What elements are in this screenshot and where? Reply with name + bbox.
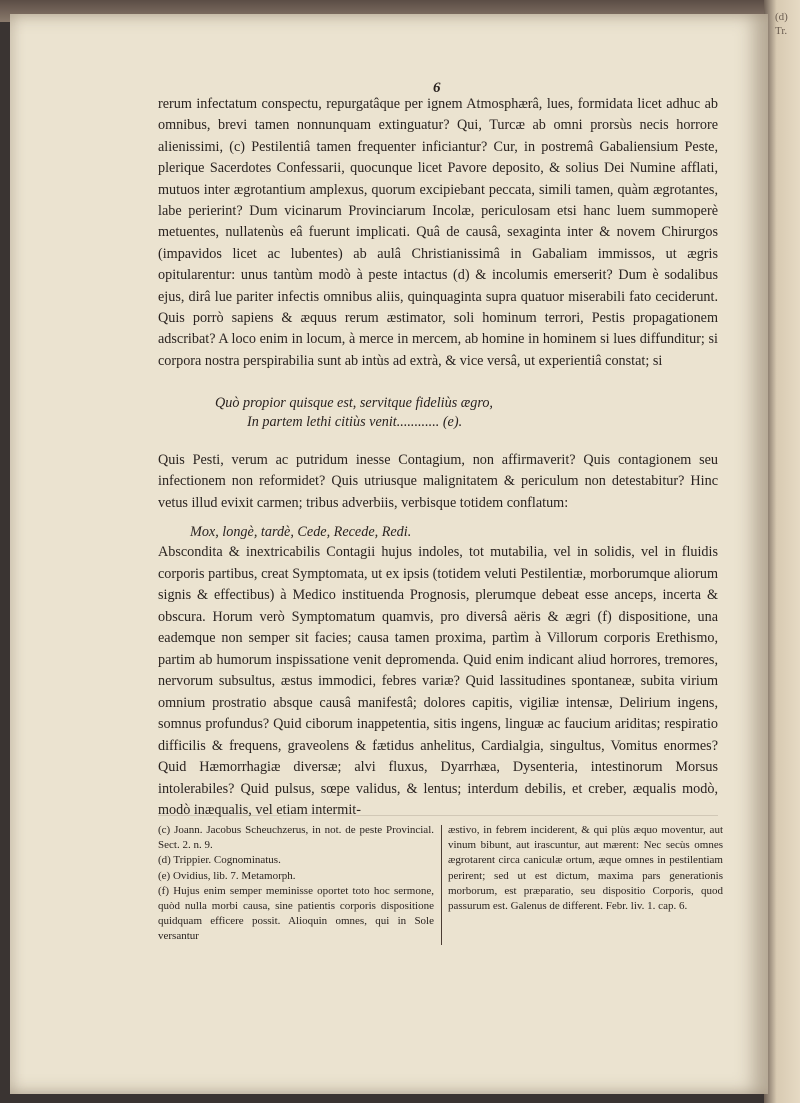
footnote-c: (c) Joann. Jacobus Scheuchzerus, in not. de peste Provincial. Sect. 2. n. 9. — [158, 824, 434, 852]
footnotes-left-column — [158, 823, 434, 945]
verse-quotation — [215, 394, 635, 432]
main-text-block — [158, 94, 718, 372]
footnotes-right-column — [448, 823, 723, 914]
paragraph-2: Quis Pesti, verum ac putridum inesse Contagium, non affirmaverit? Quis contagionem seu infectionem non reformidet? Quis utriusque malignitatem & periculum non detestabitur? Hinc vetus illud evixit carmen; tribus adverbiis, verbisque totidem conflatum: — [158, 452, 718, 511]
footnote-f: (f) Hujus enim semper meminisse oportet toto hoc sermone, quòd nulla morbi causa, sine patientis corporis dispositione quidquam efficere possit. Alioquin omnes, qui in Sole versantur — [158, 884, 434, 943]
footnote-d: (d) Trippier. Cognominatus. — [158, 854, 281, 867]
main-paragraph: rerum infectatum conspectu, repurgatâque per ignem Atmosphærâ, lues, formidata licet adhuc ab omnibus, brevi tamen nonnunquam extinguatur? Qui, Turcæ ab omni prorsùs necis horrore alienissimi, (c) Pestilentiâ tamen frequenter inficiantur? Cur, in postremâ Gabaliensium Peste, plerique Sacerdotes Confessarii, quocunque licet Pavore deposito, & solius Dei Numine afflati, mutuos inter ægrotantium amplexus, quorum excipiebant peccata, simili tamen, quàm ægrotantes, labe perierint? Dum vicinarum Provinciarum Incolæ, periculosam etsi hanc luem summoperè metuentes, nullatenùs eâ fuerunt implicati. Quâ de causâ, sexaginta inter & novem Chirurgos (impavidos licet ac lubentes) ab aulâ Christianissimâ in Gabaliam immissos, ut ægris opitularentur: unus tantùm modò à peste intactus (d) & incolumis emerserit? Dum è sodalibus ejus, dirâ lue pariter infectis omnibus aliis, quinquaginta supra quatuor miserabili fato ceciderunt. Quis porrò sapiens & æquus rerum æstimator, soli hominum terrori, Pestis propagationem adscribat? A loco enim in locum, à merce in mercem, ab homine in hominem si lues diffunditur; si corpora nostra perspirabilia sunt ab intùs ad extrà, & vice versâ, ut experientiâ constat; si — [158, 96, 718, 369]
footnote-separator — [158, 815, 718, 816]
page-number: 6 — [433, 80, 441, 96]
facing-page-text: (d) Tr. — [775, 11, 788, 37]
footnote-column-divider — [441, 825, 442, 945]
third-paragraph-block — [158, 542, 718, 822]
verse-line-1: Quò propior quisque est, servitque fideliùs ægro, — [215, 395, 493, 411]
verse-line-2: In partem lethi citiùs venit............ (e). — [247, 414, 463, 430]
motto-line: Mox, longè, tardè, Cede, Recede, Redi. — [190, 524, 412, 540]
footnote-f-continued: æstivo, in febrem inciderent, & qui plùs æquo moventur, aut vinum bibunt, aut irascuntur, aut mærent: Nec secùs omnes ægrotarent circa caniculæ ortum, æque omnes in pestilentiam perirent; sed ut est dictum, maxima pars generationis morborum, est præparatio, seu dispositio Corporis, quod passurum est. Galenus de different. Febr. liv. 1. cap. 6. — [448, 824, 723, 913]
paragraph-3: Abscondita & inextricabilis Contagii hujus indoles, tot mutabilia, vel in solidis, vel in fluidis corporis partibus, creat Symptomata, ut ex ipsis (totidem veluti Pestilentiæ, morborumque aliorum signis & effectibus) à Medico instituenda Prognosis, plerumque debeat esse anceps, incerta & obscura. Horum verò Symptomatum quamvis, pro diversâ aëris & ægri (f) dispositione, una eademque non semper sit facies; causa tamen proxima, partìm à Villorum corporis Erethismo, partim ab humorum inspissatione venit depromenda. Quid enim indicant aliud horrores, tremores, nervorum subsultus, æstus immodici, febres variæ? Quid lassitudines spontaneæ, subita virium omnium prostratio absque causâ manifestâ; dolores capitis, vigiliæ intensæ, Delirium ingens, somnus profundus? Quid ciborum inappetentia, sitis ingens, linguæ ac faucium ariditas; respiratio difficilis & frequens, graveolens & fætidus anhelitus, Cardialgia, singultus, Vomitus enormes? Quid Hæmorrhagiæ diversæ; alvi fluxus, Dyarrhæa, Dysenteria, intestinorum Morsus intolerabiles? Quid pulsus, sœpe validus, & lentus; interdum debilis, et creber, æqualis modò, modò inæqualis, vel etiam intermit- — [158, 544, 718, 818]
footnote-e: (e) Ovidius, lib. 7. Metamorph. — [158, 869, 296, 882]
second-paragraph-block — [158, 450, 718, 514]
facing-page-edge — [764, 0, 800, 1103]
